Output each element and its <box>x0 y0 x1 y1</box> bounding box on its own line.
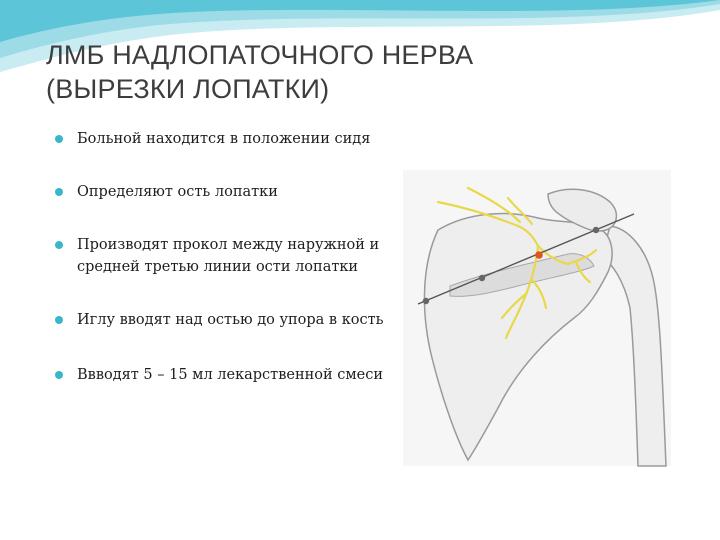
guide-point-medial <box>423 298 429 304</box>
bullet-dot-icon <box>55 188 63 196</box>
bullet-text: Определяют ость лопатки <box>77 184 278 200</box>
bullet-dot-icon <box>55 316 63 324</box>
bullet-dot-icon <box>55 241 63 249</box>
puncture-point-marker <box>535 251 543 259</box>
bullet-text-line-1: Производят прокол между наружной и <box>77 237 380 253</box>
bullet-text: Больной находится в положении сидя <box>77 131 371 147</box>
bullet-text-line-2: средней третью линии ости лопатки <box>77 259 359 275</box>
guide-point-lateral <box>593 227 599 233</box>
bullet-item <box>55 181 415 203</box>
scapula-nerve-illustration <box>398 168 673 468</box>
bullet-item <box>55 234 415 278</box>
bullet-dot-icon <box>55 371 63 379</box>
bullet-item <box>55 364 415 386</box>
bullet-text: Ввводят 5 – 15 мл лекарственной смеси <box>77 367 384 383</box>
slide-title-line-1: ЛМБ НАДЛОПАТОЧНОГО НЕРВА <box>46 40 474 70</box>
bullet-item <box>55 309 415 331</box>
bullet-text: Иглу вводят над остью до упора в кость <box>77 312 384 328</box>
bullet-dot-icon <box>55 135 63 143</box>
bullet-item <box>55 128 415 150</box>
slide-title-line-2: (ВЫРЕЗКИ ЛОПАТКИ) <box>46 74 330 104</box>
slide-title <box>46 38 666 106</box>
guide-point-middle <box>479 275 485 281</box>
bullet-list <box>55 128 415 386</box>
